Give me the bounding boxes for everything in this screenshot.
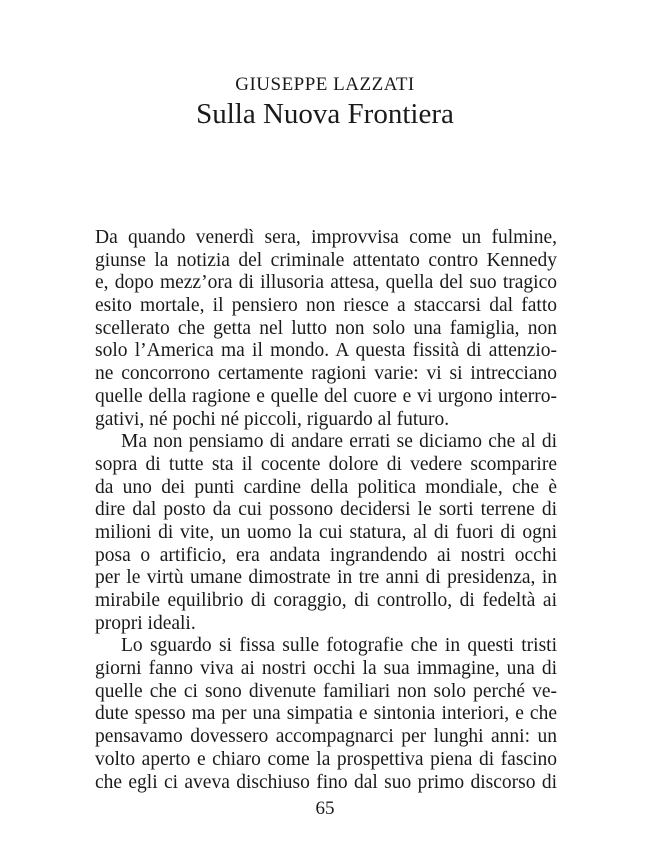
text-line: posa o artificio, era andata ingrandendo ai nostri occhi (95, 544, 557, 566)
text-line: esito mortale, il pensiero non riesce a staccarsi dal fatto (95, 295, 557, 317)
page-number: 65 (315, 798, 335, 819)
text-line: ne concorrono certamente ragioni varie: vi si intrecciano (95, 363, 557, 385)
text-line: dire dal posto da cui possono decidersi le sorti terrene di (95, 499, 557, 521)
article-title: Sulla Nuova Frontiera (196, 98, 454, 130)
text-line: pensavamo dovessero accompagnarci per lunghi anni: un (95, 726, 557, 748)
text-line: volto aperto e chiaro come la prospettiva piena di fascino (95, 748, 557, 770)
text-line: giorni fanno viva ai nostri occhi la sua immagine, una di (95, 658, 557, 680)
text-line: gativi, né pochi né piccoli, riguardo al futuro. (95, 408, 450, 430)
text-line: Da quando venerdì sera, improvvisa come un fulmine, (95, 227, 557, 248)
text-line: quelle della ragione e quelle del cuore e vi urgono interro- (95, 385, 557, 407)
text-line: quelle che ci sono divenute familiari non solo perché ve- (95, 680, 557, 702)
text-line: sopra di tutte sta il cocente dolore di vedere scomparire (95, 453, 557, 475)
author-name: GIUSEPPE LAZZATI (235, 74, 415, 95)
text-line: da uno dei punti cardine della politica mondiale, che è (95, 476, 557, 498)
text-line: scellerato che getta nel lutto non solo una famiglia, non (95, 317, 557, 339)
text-line: milioni di vite, un uomo la cui statura, al di fuori di ogni (95, 521, 557, 543)
text-line: e, dopo mezz’ora di illusoria attesa, quella del suo tragico (95, 272, 557, 294)
text-line: che egli ci aveva dischiuso fino dal suo primo discorso di (95, 771, 557, 793)
text-line: giunse la notizia del criminale attentato contro Kennedy (95, 249, 557, 271)
body-text (95, 227, 557, 794)
text-line: Lo sguardo si fissa sulle fotografie che in questi tristi (121, 635, 557, 657)
text-line: solo l’America ma il mondo. A questa fissità di attenzio- (95, 340, 557, 362)
text-line: Ma non pensiamo di andare errati se diciamo che al di (121, 431, 557, 453)
text-line: dute spesso ma per una simpatia e sintonia interiori, e che (95, 703, 557, 725)
text-line: per le virtù umane dimostrate in tre anni di presidenza, in (95, 567, 557, 589)
text-line: propri ideali. (95, 612, 196, 634)
text-line: mirabile equilibrio di coraggio, di controllo, di fedeltà ai (95, 590, 557, 611)
